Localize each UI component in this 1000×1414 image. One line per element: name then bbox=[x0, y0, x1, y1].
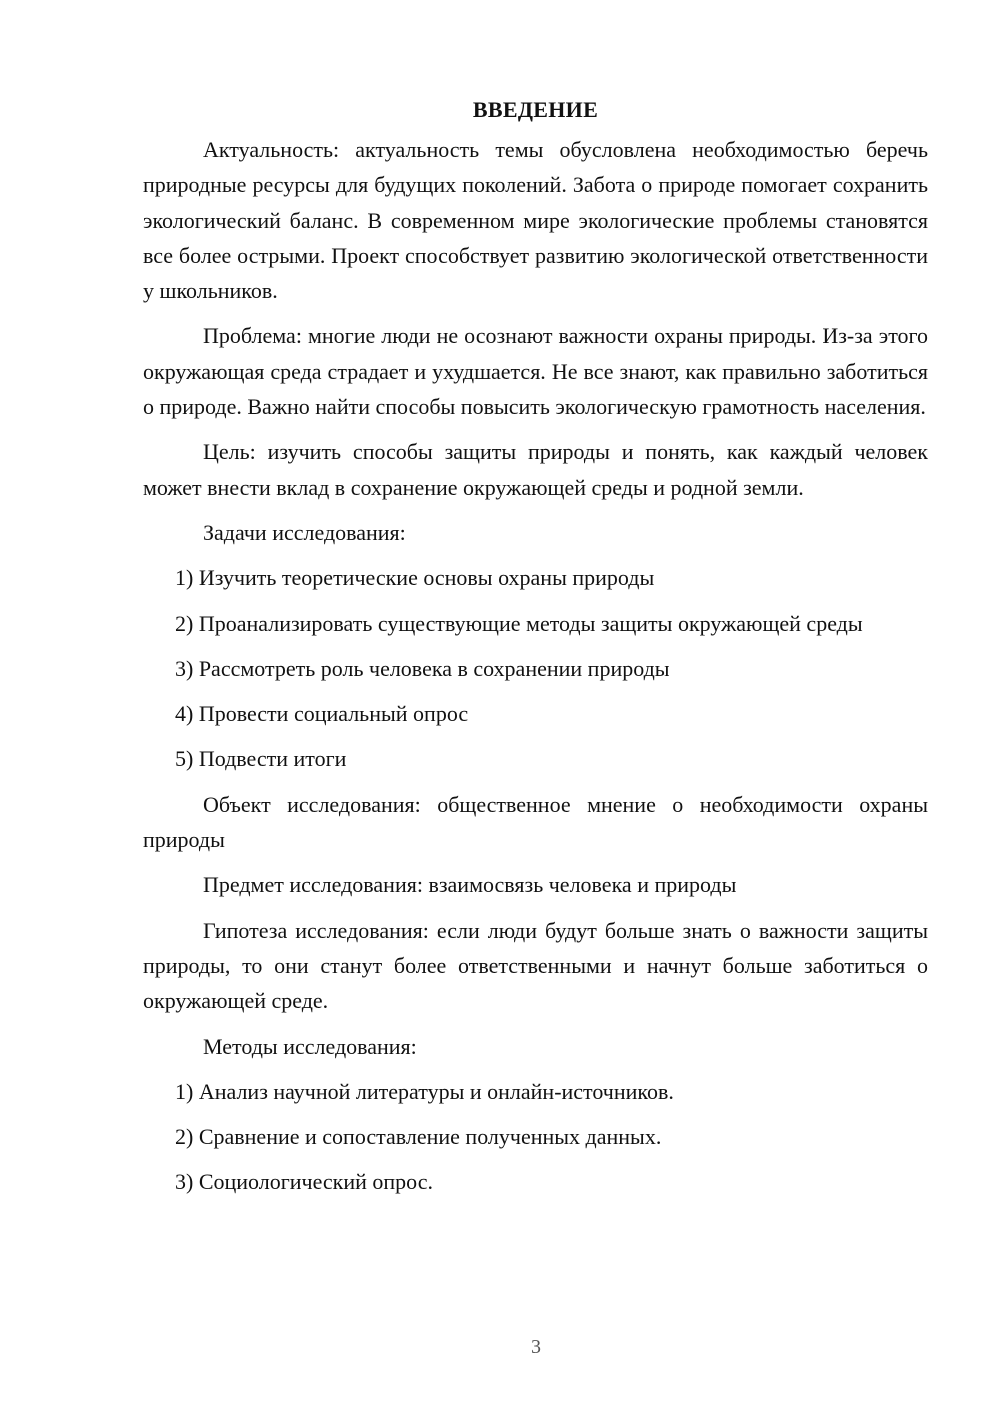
method-item: 1) Анализ научной литературы и онлайн-источников. bbox=[175, 1078, 674, 1104]
object-paragraph: Объект исследования: общественное мнение о необходимости охраны природы bbox=[143, 791, 928, 853]
task-item: 4) Провести социальный опрос bbox=[175, 701, 469, 727]
page-content bbox=[143, 92, 928, 1210]
method-item: 2) Сравнение и сопоставление полученных данных. bbox=[175, 1124, 662, 1150]
subject-paragraph: Предмет исследования: взаимосвязь человека и природы bbox=[203, 872, 737, 898]
method-item: 3) Социологический опрос. bbox=[175, 1169, 433, 1195]
hypothesis-paragraph: Гипотеза исследования: если люди будут больше знать о важности защиты природы, то они станут более ответственными и начнут больше заботиться о окружающей среде. bbox=[143, 917, 928, 1014]
page-number: 3 bbox=[531, 1336, 541, 1358]
goal-paragraph: Цель: изучить способы защиты природы и понять, как каждый человек может внести вклад в сохранение окружающей среды и родной земли. bbox=[143, 439, 928, 500]
task-item: 5) Подвести итоги bbox=[175, 746, 347, 772]
task-item: 3) Рассмотреть роль человека в сохранении природы bbox=[175, 655, 670, 681]
section-heading: ВВЕДЕНИЕ bbox=[472, 97, 599, 122]
tasks-title: Задачи исследования: bbox=[203, 519, 406, 545]
problem-paragraph: Проблема: многие люди не осознают важности охраны природы. Из-за этого окружающая среда страдает и ухудшается. Не все знают, как правильно заботиться о природе. Важно найти способы повысить экологическую грамотность населения. bbox=[143, 323, 928, 420]
methods-title: Методы исследования: bbox=[203, 1033, 417, 1059]
relevance-paragraph: Актуальность: актуальность темы обусловлена необходимостью беречь природные ресурсы для будущих поколений. Забота о природе помогает сохранить экологический баланс. В современном мире экологические проблемы становятся все более острыми. Проект способствует развитию экологической ответственности у школьников. bbox=[143, 137, 928, 304]
task-item: 2) Проанализировать существующие методы защиты окружающей среды bbox=[175, 610, 863, 636]
task-item: 1) Изучить теоретические основы охраны природы bbox=[175, 565, 655, 591]
